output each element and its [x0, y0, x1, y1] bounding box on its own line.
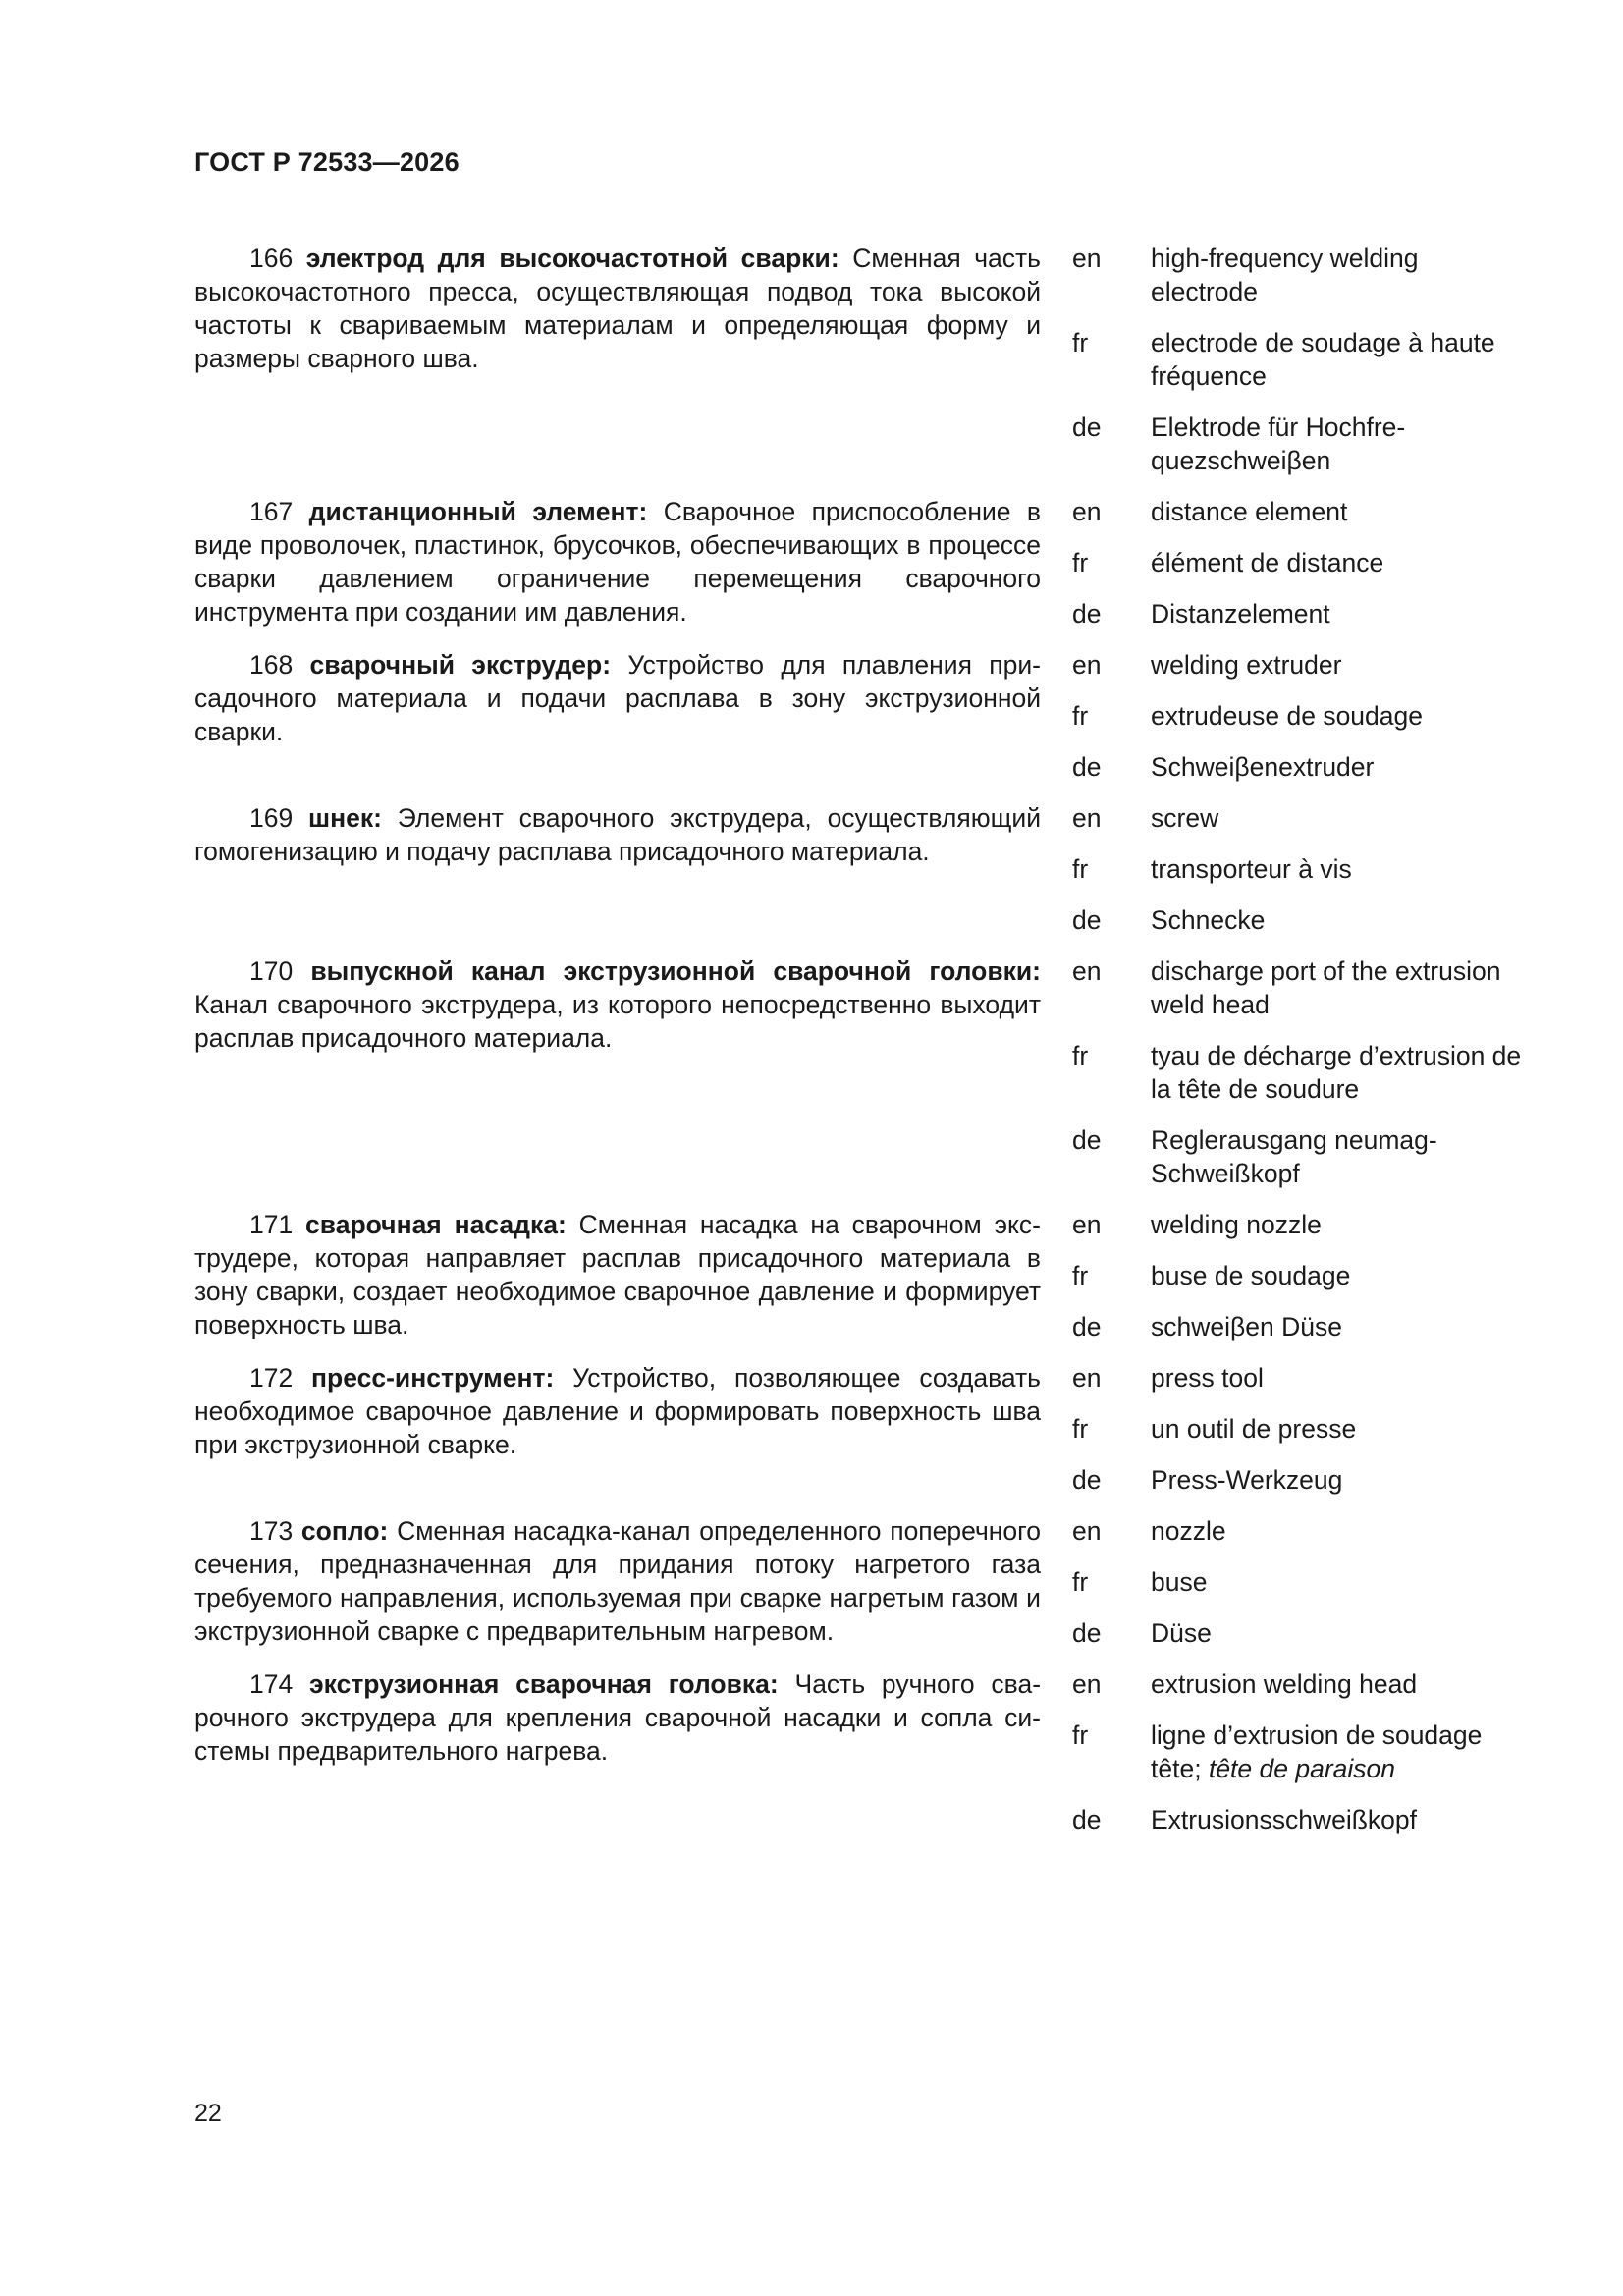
term-fr-172: un outil de presse: [1151, 1414, 1357, 1444]
term-fr-170: tyau de décharge d’extrusion de la tête de soudure: [1151, 1041, 1522, 1104]
lang-code-en: en: [1072, 1669, 1102, 1699]
term-definition-173: 173 сопло: Сменная насадка-канал определенного поперечного сечения, предназначенная для придания потоку нагретого газа требуемого направления, используемая при сварке нагретым газом и экструзионной сварке с предварительным нагревом.: [194, 1516, 1041, 1646]
lang-code-de: de: [1072, 412, 1102, 442]
term-fr-171: buse de soudage: [1151, 1261, 1351, 1290]
lang-code-fr: fr: [1072, 1414, 1089, 1444]
term-fr-174: ligne d’extrusion de soudage tête; tête de paraison: [1151, 1721, 1483, 1783]
term-en-169: screw: [1151, 803, 1219, 833]
document-header: ГОСТ Р 72533—2026: [194, 147, 460, 177]
lang-code-fr: fr: [1072, 854, 1089, 884]
term-de-171: schweiβen Düse: [1151, 1312, 1342, 1341]
lang-code-de: de: [1072, 905, 1102, 935]
term-de-172: Press-Werkzeug: [1151, 1465, 1343, 1495]
term-fr-167: élément de distance: [1151, 548, 1384, 577]
lang-code-fr: fr: [1072, 548, 1089, 577]
term-de-173: Düse: [1151, 1618, 1212, 1648]
term-definition-169: 169 шнек: Элемент сварочного экструдера, осуществляющий гомогенизацию и подачу расплава присадочного материала.: [194, 803, 1042, 866]
term-fr-166: electrode de soudage à haute fréquence: [1151, 328, 1495, 391]
term-en-173: nozzle: [1151, 1516, 1226, 1546]
term-de-170: Reglerausgang neumag-Schweißkopf: [1151, 1125, 1437, 1188]
term-de-168: Schweiβenextruder: [1151, 752, 1375, 782]
lang-code-en: en: [1072, 1210, 1102, 1239]
lang-code-fr: fr: [1072, 701, 1089, 731]
lang-code-fr: fr: [1072, 328, 1089, 357]
lang-code-en: en: [1072, 803, 1102, 833]
term-de-166: Elektrode für Hochfrequezschweiβen: [1151, 412, 1406, 475]
lang-code-fr: fr: [1072, 1721, 1089, 1750]
lang-code-fr: fr: [1072, 1567, 1089, 1597]
term-de-174: Extrusionsschweißkopf: [1151, 1805, 1417, 1834]
term-fr-168: extrudeuse de soudage: [1151, 701, 1423, 731]
term-en-166: high-frequency welding electrode: [1151, 244, 1419, 306]
term-fr-173: buse: [1151, 1567, 1208, 1597]
lang-code-en: en: [1072, 650, 1102, 680]
term-en-172: press tool: [1151, 1363, 1264, 1393]
lang-code-en: en: [1072, 1516, 1102, 1546]
term-definition-174: 174 экструзионная сварочная головка: Часть ручного сварочного экструдера для крепления сварочной насадки и сопла системы предварительного нагрева.: [194, 1669, 1042, 1766]
lang-code-de: de: [1072, 599, 1102, 629]
term-en-171: welding nozzle: [1151, 1210, 1322, 1239]
lang-code-de: de: [1072, 752, 1102, 782]
lang-code-de: de: [1072, 1618, 1102, 1648]
lang-code-de: de: [1072, 1312, 1102, 1341]
lang-code-de: de: [1072, 1805, 1102, 1834]
lang-code-de: de: [1072, 1465, 1102, 1495]
term-de-169: Schnecke: [1151, 905, 1266, 935]
term-en-174: extrusion welding head: [1151, 1669, 1418, 1699]
term-definition-171: 171 сварочная насадка: Сменная насадка на сварочном экструдере, которая направляет расплав присадочного материала в зону сварки, создает необходимое сварочное давление и формирует поверхность шва.: [194, 1210, 1041, 1339]
term-de-167: Distanzelement: [1151, 599, 1330, 629]
page-number: 22: [194, 2100, 222, 2127]
lang-code-fr: fr: [1072, 1041, 1089, 1070]
term-definition-172: 172 пресс-инструмент: Устройство, позволяющее создавать необходимое сварочное давление и формировать поверхность шва при экструзионной сварке.: [194, 1363, 1041, 1459]
lang-code-en: en: [1072, 957, 1102, 986]
term-definition-168: 168 сварочный экструдер: Устройство для плавления присадочного материала и подачи расплава в зону экструзионной сварки.: [194, 650, 1041, 746]
term-en-170: discharge port of the extrusion weld head: [1151, 957, 1501, 1019]
lang-code-en: en: [1072, 244, 1102, 273]
term-fr-169: transporteur à vis: [1151, 854, 1352, 884]
lang-code-de: de: [1072, 1125, 1102, 1155]
lang-code-fr: fr: [1072, 1261, 1089, 1290]
term-definition-167: 167 дистанционный элемент: Сварочное приспособление в виде проволочек, пластинок, брусочков, обеспечивающих в процессе сварки давлением ограничение перемещения сварочного инструмента при создании им давления.: [194, 497, 1041, 627]
lang-code-en: en: [1072, 1363, 1102, 1393]
term-definition-166: 166 электрод для высокочастотной сварки: Сменная часть высокочастотного пресса, осуществляющая подвод тока высокой частоты к свариваемым материалам и определяющая форму и размеры сварного шва.: [194, 244, 1041, 373]
term-en-167: distance element: [1151, 497, 1348, 526]
lang-code-en: en: [1072, 497, 1102, 526]
term-en-168: welding extruder: [1151, 650, 1342, 680]
term-definition-170: 170 выпускной канал экструзионной сварочной головки: Канал сварочного экструдера, из которого непосредственно выходит расплав присадочного материала.: [194, 957, 1041, 1053]
